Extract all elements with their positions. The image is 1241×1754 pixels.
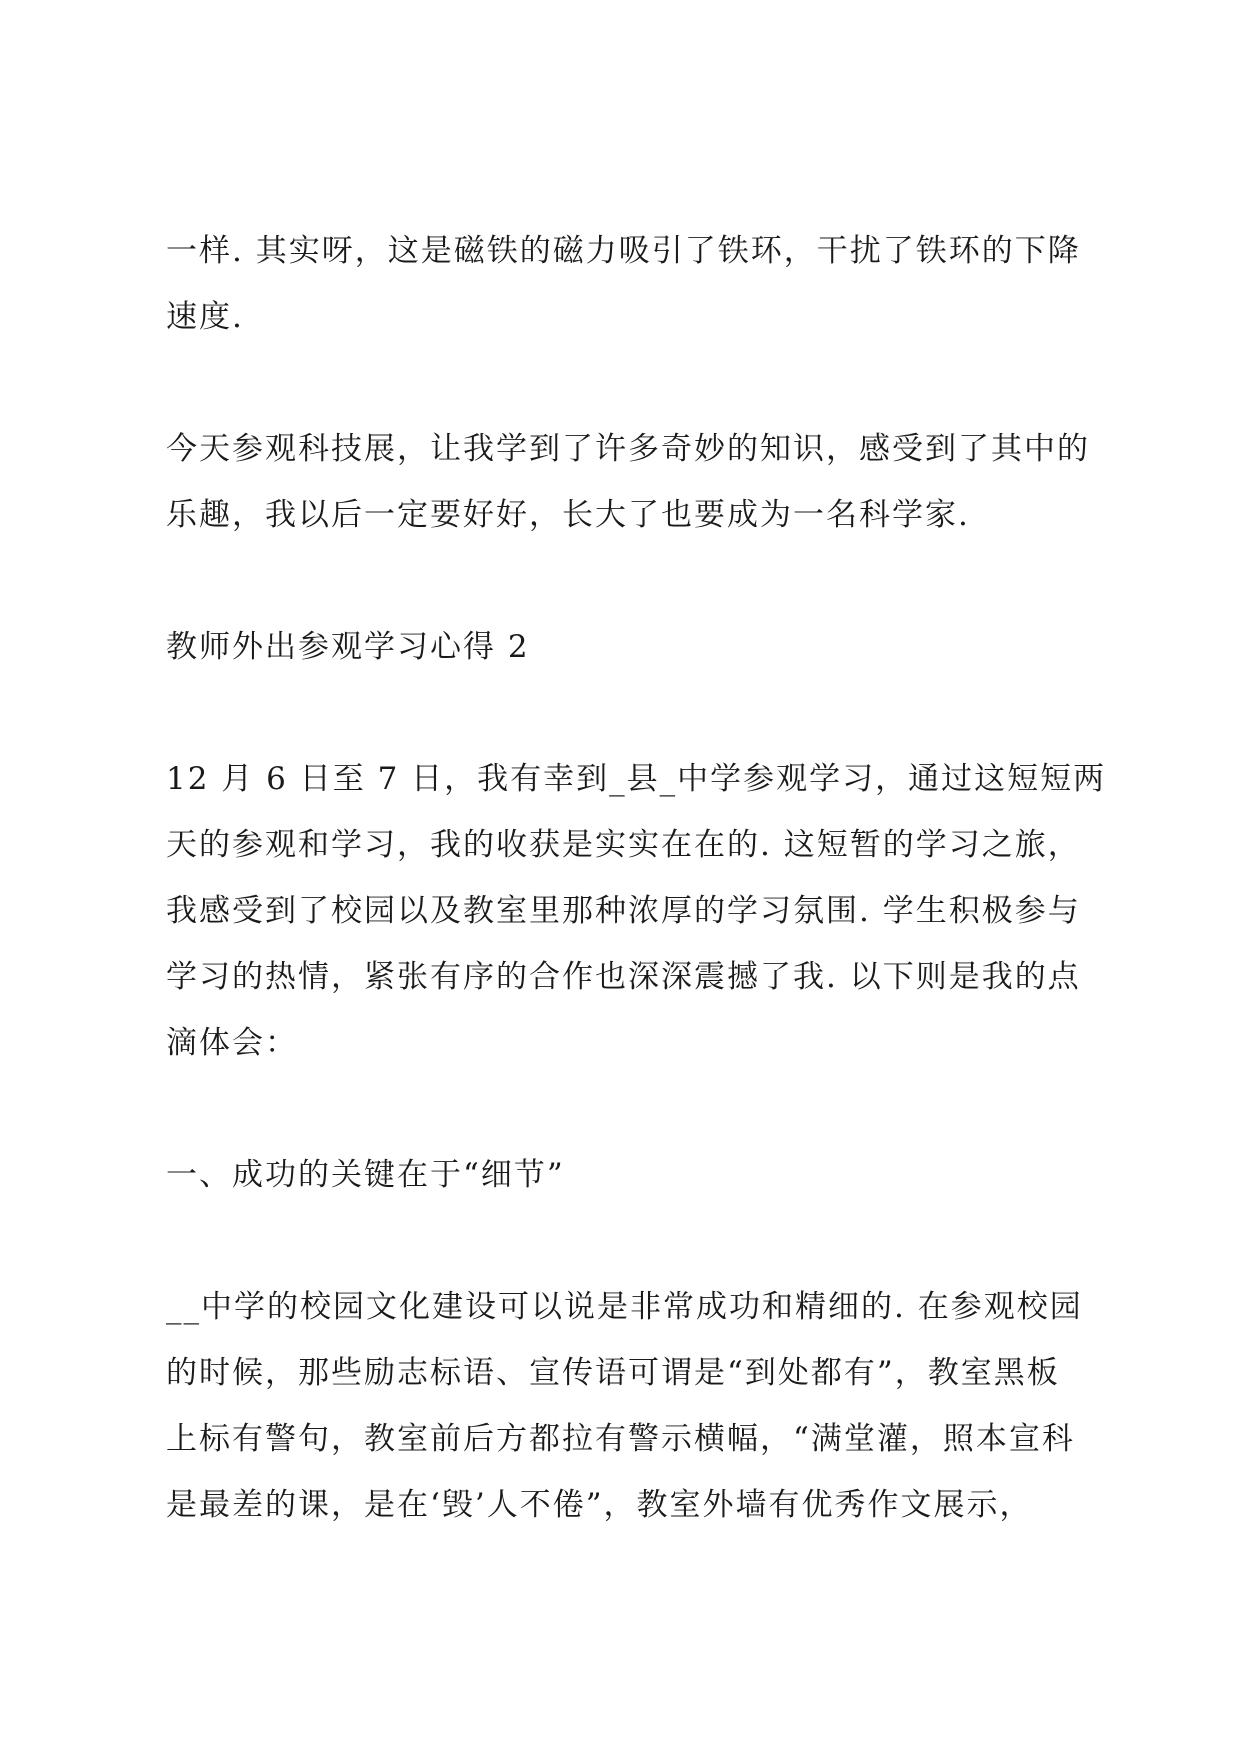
section-title bbox=[166, 614, 1096, 680]
paragraph-gap bbox=[166, 548, 1096, 614]
paragraph-gap bbox=[166, 1076, 1096, 1142]
text-line: 学习的热情，紧张有序的合作也深深震撼了我. 以下则是我的点 bbox=[166, 959, 1081, 995]
document-body bbox=[166, 218, 1107, 1538]
text-line: 一、成功的关键在于“细节” bbox=[166, 1157, 565, 1193]
paragraph-gap bbox=[166, 1208, 1096, 1274]
text-line: 天的参观和学习，我的收获是实实在在的. 这短暂的学习之旅， bbox=[166, 827, 1081, 863]
text-line: 滴体会： bbox=[166, 1025, 298, 1061]
subheading-details bbox=[166, 1142, 1096, 1208]
paragraph-magnet-explanation bbox=[166, 218, 1096, 350]
text-line: __中学的校园文化建设可以说是非常成功和精细的. 在参观校园 bbox=[166, 1289, 1083, 1325]
text-line: 上标有警句，教室前后方都拉有警示横幅，“满堂灌，照本宣科 bbox=[166, 1421, 1075, 1457]
text-line: 的时候，那些励志标语、宣传语可谓是“到处都有”，教室黑板 bbox=[166, 1355, 1060, 1391]
paragraph-gap bbox=[166, 680, 1096, 746]
paragraph-science-exhibit bbox=[166, 416, 1096, 548]
text-line: 我感受到了校园以及教室里那种浓厚的学习氛围. 学生积极参与 bbox=[166, 893, 1081, 929]
text-line: 一样. 其实呀，这是磁铁的磁力吸引了铁环，干扰了铁环的下降 bbox=[166, 233, 1081, 269]
text-line: 速度. bbox=[166, 299, 244, 335]
paragraph-gap bbox=[166, 350, 1096, 416]
text-line: 乐趣，我以后一定要好好，长大了也要成为一名科学家. bbox=[166, 497, 970, 533]
text-line: 教师外出参观学习心得 2 bbox=[166, 629, 530, 665]
text-line: 12 月 6 日至 7 日，我有幸到_县_中学参观学习，通过这短短两 bbox=[166, 761, 1107, 797]
paragraph-visit-intro bbox=[166, 746, 1107, 1076]
paragraph-campus-culture bbox=[166, 1274, 1096, 1538]
text-line: 今天参观科技展，让我学到了许多奇妙的知识，感受到了其中的 bbox=[166, 431, 1090, 467]
text-line: 是最差的课，是在‘毁’人不倦”，教室外墙有优秀作文展示， bbox=[166, 1487, 1033, 1523]
